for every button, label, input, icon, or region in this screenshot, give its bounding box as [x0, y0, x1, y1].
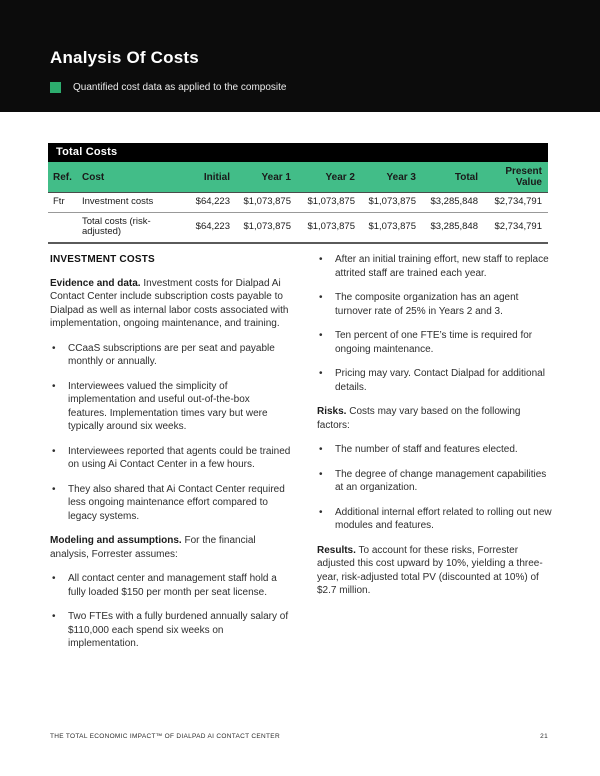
- bullet-item: • The degree of change management capabilities at an organization.: [317, 468, 552, 495]
- col-header-cost: Cost: [82, 162, 182, 193]
- bullet-item: • CCaaS subscriptions are per seat and payable monthly or annually.: [50, 342, 291, 369]
- bullet-item: • Interviewees valued the simplicity of implementation and useful out-of-the-box features. Implementation times vary but were typically around six weeks.: [50, 380, 291, 434]
- footer-report-title: THE TOTAL ECONOMIC IMPACT™ OF DIALPAD AI CONTACT CENTER: [50, 733, 280, 740]
- col-header-total: Total: [416, 162, 478, 193]
- bullet-item: • All contact center and management staff hold a fully loaded $150 per month per seat license.: [50, 572, 291, 599]
- cell-year1: $1,073,875: [230, 212, 291, 243]
- bullet-item: • Pricing may vary. Contact Dialpad for additional details.: [317, 367, 552, 394]
- bullet-list: [317, 253, 552, 394]
- paragraph-evidence-and-data: Evidence and data. Investment costs for Dialpad Ai Contact Center include subscription costs payable to Dialpad as well as internal labor costs associated with implementation, ongoing maintenance, and training.: [50, 277, 289, 329]
- total-costs-table: [48, 143, 548, 244]
- page-title: Analysis Of Costs: [50, 48, 199, 67]
- bullet-item: • Interviewees reported that agents could be trained on using Ai Contact Center in a few hours.: [50, 445, 291, 472]
- col-header-ref: Ref.: [48, 162, 82, 193]
- page-banner: [0, 0, 600, 112]
- cell-cost: Total costs (risk-adjusted): [82, 212, 182, 243]
- col-header-initial: Initial: [182, 162, 230, 193]
- left-column: [50, 253, 291, 662]
- page-number: 21: [540, 733, 548, 740]
- cell-year3: $1,073,875: [355, 212, 416, 243]
- cell-present-value: $2,734,791: [478, 193, 548, 213]
- green-square-icon: [50, 82, 61, 93]
- cell-year2: $1,073,875: [291, 193, 355, 213]
- bullet-list: [50, 342, 291, 524]
- paragraph-modeling-and-assumptions: Modeling and assumptions. For the financial analysis, Forrester assumes:: [50, 535, 256, 560]
- page-footer: [50, 733, 548, 740]
- table-row-investment-costs: [48, 193, 548, 213]
- cell-year3: $1,073,875: [355, 193, 416, 213]
- bullet-item: • They also shared that Ai Contact Center required less ongoing maintenance effort compared to legacy systems.: [50, 483, 291, 524]
- bullet-item: • After an initial training effort, new staff to replace attrited staff are trained each year.: [317, 253, 552, 280]
- cell-initial: $64,223: [182, 212, 230, 243]
- body-columns: [50, 253, 552, 662]
- right-column: [317, 253, 552, 662]
- bullet-item: • Additional internal effort related to rolling out new modules and features.: [317, 506, 552, 533]
- cell-cost: Investment costs: [82, 193, 182, 213]
- col-header-present-value: Present Value: [478, 162, 548, 193]
- bullet-item: • Two FTEs with a fully burdened annually salary of $110,000 each spend six weeks on implementation.: [50, 610, 291, 651]
- cell-total: $3,285,848: [416, 193, 478, 213]
- paragraph-risks: Risks. Costs may vary based on the following factors:: [317, 406, 521, 431]
- cell-ref: [48, 212, 82, 243]
- bullet-list: [50, 572, 291, 651]
- paragraph-results: Results. To account for these risks, Forrester adjusted this cost upward by 10%, yielding a three-year, risk-adjusted total PV (discounted at 10%) of $2.7 million.: [317, 544, 543, 596]
- banner-legend: [50, 82, 286, 93]
- cell-ref: Ftr: [48, 193, 82, 213]
- table-header-row: [48, 162, 548, 193]
- table-title: Total Costs: [48, 143, 548, 162]
- costs-table: [48, 162, 548, 244]
- col-header-year3: Year 3: [355, 162, 416, 193]
- bullet-item: • The composite organization has an agent turnover rate of 25% in Years 2 and 3.: [317, 291, 552, 318]
- cell-year1: $1,073,875: [230, 193, 291, 213]
- col-header-year1: Year 1: [230, 162, 291, 193]
- bullet-item: • The number of staff and features elected.: [317, 443, 552, 457]
- cell-year2: $1,073,875: [291, 212, 355, 243]
- legend-label: Quantified cost data as applied to the composite: [73, 82, 287, 93]
- bullet-list: [317, 443, 552, 533]
- cell-total: $3,285,848: [416, 212, 478, 243]
- cell-initial: $64,223: [182, 193, 230, 213]
- bullet-item: • Ten percent of one FTE’s time is required for ongoing maintenance.: [317, 329, 552, 356]
- col-header-year2: Year 2: [291, 162, 355, 193]
- section-heading-investment-costs: INVESTMENT COSTS: [50, 254, 155, 265]
- table-row-total-costs-risk-adjusted: [48, 212, 548, 243]
- cell-present-value: $2,734,791: [478, 212, 548, 243]
